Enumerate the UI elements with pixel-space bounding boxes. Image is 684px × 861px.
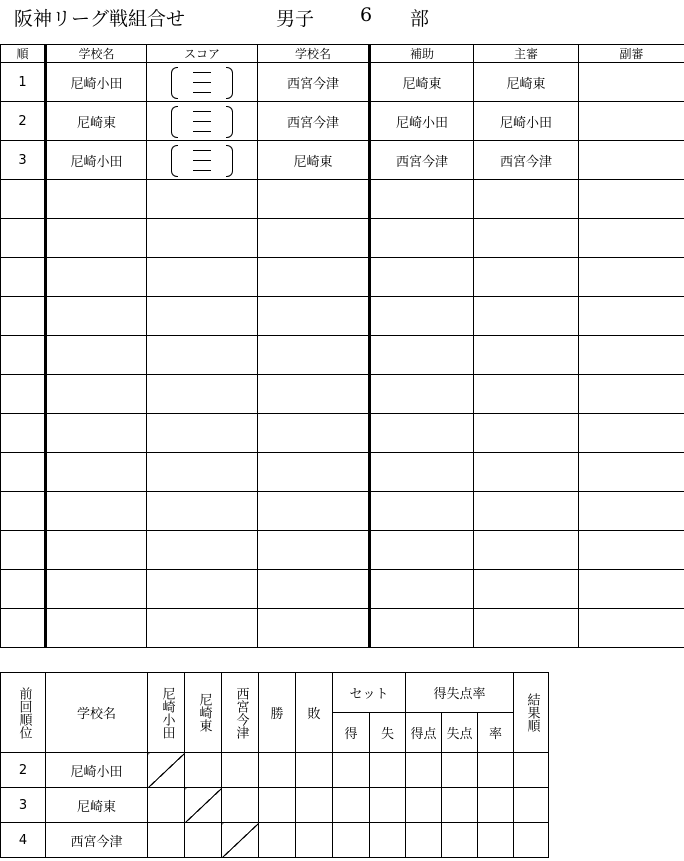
match-order: 3: [1, 141, 46, 180]
empty-cell: [579, 258, 684, 297]
league-stat-cell: [370, 753, 406, 788]
empty-cell: [579, 531, 684, 570]
empty-cell: [46, 258, 147, 297]
header-win: 勝: [259, 673, 296, 753]
league-school: 西宮今津: [46, 823, 148, 858]
league-self-cell: [185, 788, 222, 823]
empty-cell: [147, 453, 258, 492]
match-assistant: 尼崎東: [370, 63, 474, 102]
score-bracket: [167, 104, 237, 138]
empty-cell: [370, 375, 474, 414]
header-prev-rank: 前回順位: [1, 673, 46, 753]
match-score: [147, 63, 258, 102]
header-set-won: 得: [333, 713, 370, 753]
league-stat-cell: [259, 823, 296, 858]
empty-cell: [370, 219, 474, 258]
division-label: 部: [410, 8, 430, 30]
empty-cell: [147, 531, 258, 570]
empty-cell: [474, 609, 579, 648]
league-stat-cell: [442, 753, 478, 788]
empty-cell: [474, 453, 579, 492]
empty-cell: [474, 414, 579, 453]
league-stat-cell: [406, 823, 442, 858]
league-stat-cell: [478, 788, 514, 823]
empty-cell: [147, 414, 258, 453]
empty-cell: [474, 336, 579, 375]
empty-cell: [258, 414, 370, 453]
empty-cell: [579, 297, 684, 336]
league-stat-cell: [370, 788, 406, 823]
match-table: [0, 44, 684, 648]
league-prev-rank: 4: [1, 823, 46, 858]
empty-cell: [147, 219, 258, 258]
empty-cell: [1, 492, 46, 531]
league-stat-cell: [406, 753, 442, 788]
match-assistant: 尼崎小田: [370, 102, 474, 141]
empty-cell: [258, 180, 370, 219]
empty-cell: [474, 219, 579, 258]
empty-cell: [46, 609, 147, 648]
empty-cell: [1, 297, 46, 336]
empty-cell: [147, 492, 258, 531]
gender-label: 男子: [276, 8, 315, 30]
match-row: [1, 63, 684, 102]
league-vs-cell: [148, 823, 185, 858]
empty-cell: [474, 180, 579, 219]
header-result: 結果順: [514, 673, 549, 753]
empty-cell: [579, 375, 684, 414]
match-row-empty: [1, 570, 684, 609]
empty-cell: [1, 531, 46, 570]
league-stat-cell: [442, 823, 478, 858]
empty-cell: [258, 219, 370, 258]
empty-cell: [579, 219, 684, 258]
match-score: [147, 102, 258, 141]
league-stat-cell: [259, 788, 296, 823]
empty-cell: [46, 492, 147, 531]
empty-cell: [147, 570, 258, 609]
empty-cell: [370, 336, 474, 375]
empty-cell: [579, 453, 684, 492]
match-row-empty: [1, 219, 684, 258]
empty-cell: [1, 609, 46, 648]
empty-cell: [579, 336, 684, 375]
league-stat-cell: [296, 823, 333, 858]
league-self-cell: [222, 823, 259, 858]
empty-cell: [147, 609, 258, 648]
empty-cell: [46, 180, 147, 219]
league-stat-cell: [478, 753, 514, 788]
empty-cell: [579, 492, 684, 531]
header-points-against: 失点: [442, 713, 478, 753]
match-row-empty: [1, 492, 684, 531]
match-row-empty: [1, 375, 684, 414]
empty-cell: [258, 297, 370, 336]
header-loss: 敗: [296, 673, 333, 753]
empty-cell: [474, 258, 579, 297]
league-school: 尼崎東: [46, 788, 148, 823]
match-school-a: 尼崎東: [46, 102, 147, 141]
league-row: [1, 823, 549, 858]
empty-cell: [258, 375, 370, 414]
header-opponent-1: 尼崎小田: [148, 673, 185, 753]
match-order: 1: [1, 63, 46, 102]
match-school-b: 西宮今津: [258, 63, 370, 102]
league-stat-cell: [406, 788, 442, 823]
empty-cell: [474, 297, 579, 336]
match-referee: 尼崎小田: [474, 102, 579, 141]
league-row: [1, 788, 549, 823]
header-assistant: 補助: [370, 45, 474, 63]
empty-cell: [258, 453, 370, 492]
match-school-a: 尼崎小田: [46, 63, 147, 102]
league-stat-cell: [442, 788, 478, 823]
league-stat-cell: [296, 788, 333, 823]
empty-cell: [370, 609, 474, 648]
league-vs-cell: [222, 753, 259, 788]
league-stat-cell: [478, 823, 514, 858]
empty-cell: [370, 414, 474, 453]
empty-cell: [474, 492, 579, 531]
match-referee: 西宮今津: [474, 141, 579, 180]
empty-cell: [1, 453, 46, 492]
match-sub-referee: [579, 63, 684, 102]
league-table: [0, 672, 549, 858]
empty-cell: [474, 570, 579, 609]
empty-cell: [258, 570, 370, 609]
empty-cell: [1, 336, 46, 375]
league-stat-cell: [333, 753, 370, 788]
match-row-empty: [1, 453, 684, 492]
header-school-b: 学校名: [258, 45, 370, 63]
header-order: 順: [1, 45, 46, 63]
league-stat-cell: [514, 753, 549, 788]
empty-cell: [46, 414, 147, 453]
empty-cell: [370, 180, 474, 219]
empty-cell: [258, 336, 370, 375]
match-school-a: 尼崎小田: [46, 141, 147, 180]
league-self-cell: [148, 753, 185, 788]
empty-cell: [474, 531, 579, 570]
empty-cell: [1, 180, 46, 219]
empty-cell: [258, 258, 370, 297]
league-prev-rank: 3: [1, 788, 46, 823]
empty-cell: [370, 531, 474, 570]
empty-cell: [46, 531, 147, 570]
page-title: 阪神リーグ戦組合せ: [14, 8, 186, 30]
empty-cell: [579, 180, 684, 219]
header-set: セット: [333, 673, 406, 713]
league-row: [1, 753, 549, 788]
league-vs-cell: [185, 823, 222, 858]
empty-cell: [46, 297, 147, 336]
league-stat-cell: [259, 753, 296, 788]
header-rate: 率: [478, 713, 514, 753]
header-point-rate: 得失点率: [406, 673, 514, 713]
empty-cell: [258, 531, 370, 570]
league-vs-cell: [185, 753, 222, 788]
league-prev-rank: 2: [1, 753, 46, 788]
empty-cell: [46, 219, 147, 258]
league-stat-cell: [296, 753, 333, 788]
empty-cell: [46, 375, 147, 414]
empty-cell: [1, 375, 46, 414]
match-row-empty: [1, 609, 684, 648]
empty-cell: [370, 453, 474, 492]
match-row-empty: [1, 531, 684, 570]
division-number: 6: [360, 4, 373, 26]
empty-cell: [1, 258, 46, 297]
match-referee: 尼崎東: [474, 63, 579, 102]
empty-cell: [258, 492, 370, 531]
match-score: [147, 141, 258, 180]
league-school: 尼崎小田: [46, 753, 148, 788]
empty-cell: [46, 570, 147, 609]
league-stat-cell: [333, 788, 370, 823]
league-stat-cell: [333, 823, 370, 858]
empty-cell: [1, 219, 46, 258]
empty-cell: [258, 609, 370, 648]
empty-cell: [147, 375, 258, 414]
league-vs-cell: [222, 788, 259, 823]
empty-cell: [46, 453, 147, 492]
empty-cell: [370, 297, 474, 336]
header-school-a: 学校名: [46, 45, 147, 63]
match-row-empty: [1, 336, 684, 375]
header-school: 学校名: [46, 673, 148, 753]
match-row-empty: [1, 414, 684, 453]
empty-cell: [579, 609, 684, 648]
header-score: スコア: [147, 45, 258, 63]
empty-cell: [474, 375, 579, 414]
empty-cell: [147, 297, 258, 336]
header-opponent-3: 西宮今津: [222, 673, 259, 753]
score-bracket: [167, 143, 237, 177]
score-bracket: [167, 65, 237, 99]
header-points-for: 得点: [406, 713, 442, 753]
header-sub-referee: 副審: [579, 45, 684, 63]
empty-cell: [147, 258, 258, 297]
match-sub-referee: [579, 141, 684, 180]
empty-cell: [147, 336, 258, 375]
empty-cell: [147, 180, 258, 219]
header-opponent-2: 尼崎東: [185, 673, 222, 753]
match-row-empty: [1, 297, 684, 336]
league-vs-cell: [148, 788, 185, 823]
match-sub-referee: [579, 102, 684, 141]
match-row: [1, 141, 684, 180]
match-row-empty: [1, 180, 684, 219]
empty-cell: [1, 570, 46, 609]
league-stat-cell: [514, 823, 549, 858]
match-row-empty: [1, 258, 684, 297]
header-referee: 主審: [474, 45, 579, 63]
league-stat-cell: [514, 788, 549, 823]
empty-cell: [370, 258, 474, 297]
empty-cell: [579, 414, 684, 453]
empty-cell: [1, 414, 46, 453]
match-row: [1, 102, 684, 141]
empty-cell: [370, 492, 474, 531]
header-set-lost: 失: [370, 713, 406, 753]
empty-cell: [46, 336, 147, 375]
match-header-row: [1, 45, 684, 63]
league-header-row-1: [1, 673, 549, 713]
empty-cell: [579, 570, 684, 609]
match-assistant: 西宮今津: [370, 141, 474, 180]
match-order: 2: [1, 102, 46, 141]
league-stat-cell: [370, 823, 406, 858]
empty-cell: [370, 570, 474, 609]
match-school-b: 西宮今津: [258, 102, 370, 141]
match-school-b: 尼崎東: [258, 141, 370, 180]
